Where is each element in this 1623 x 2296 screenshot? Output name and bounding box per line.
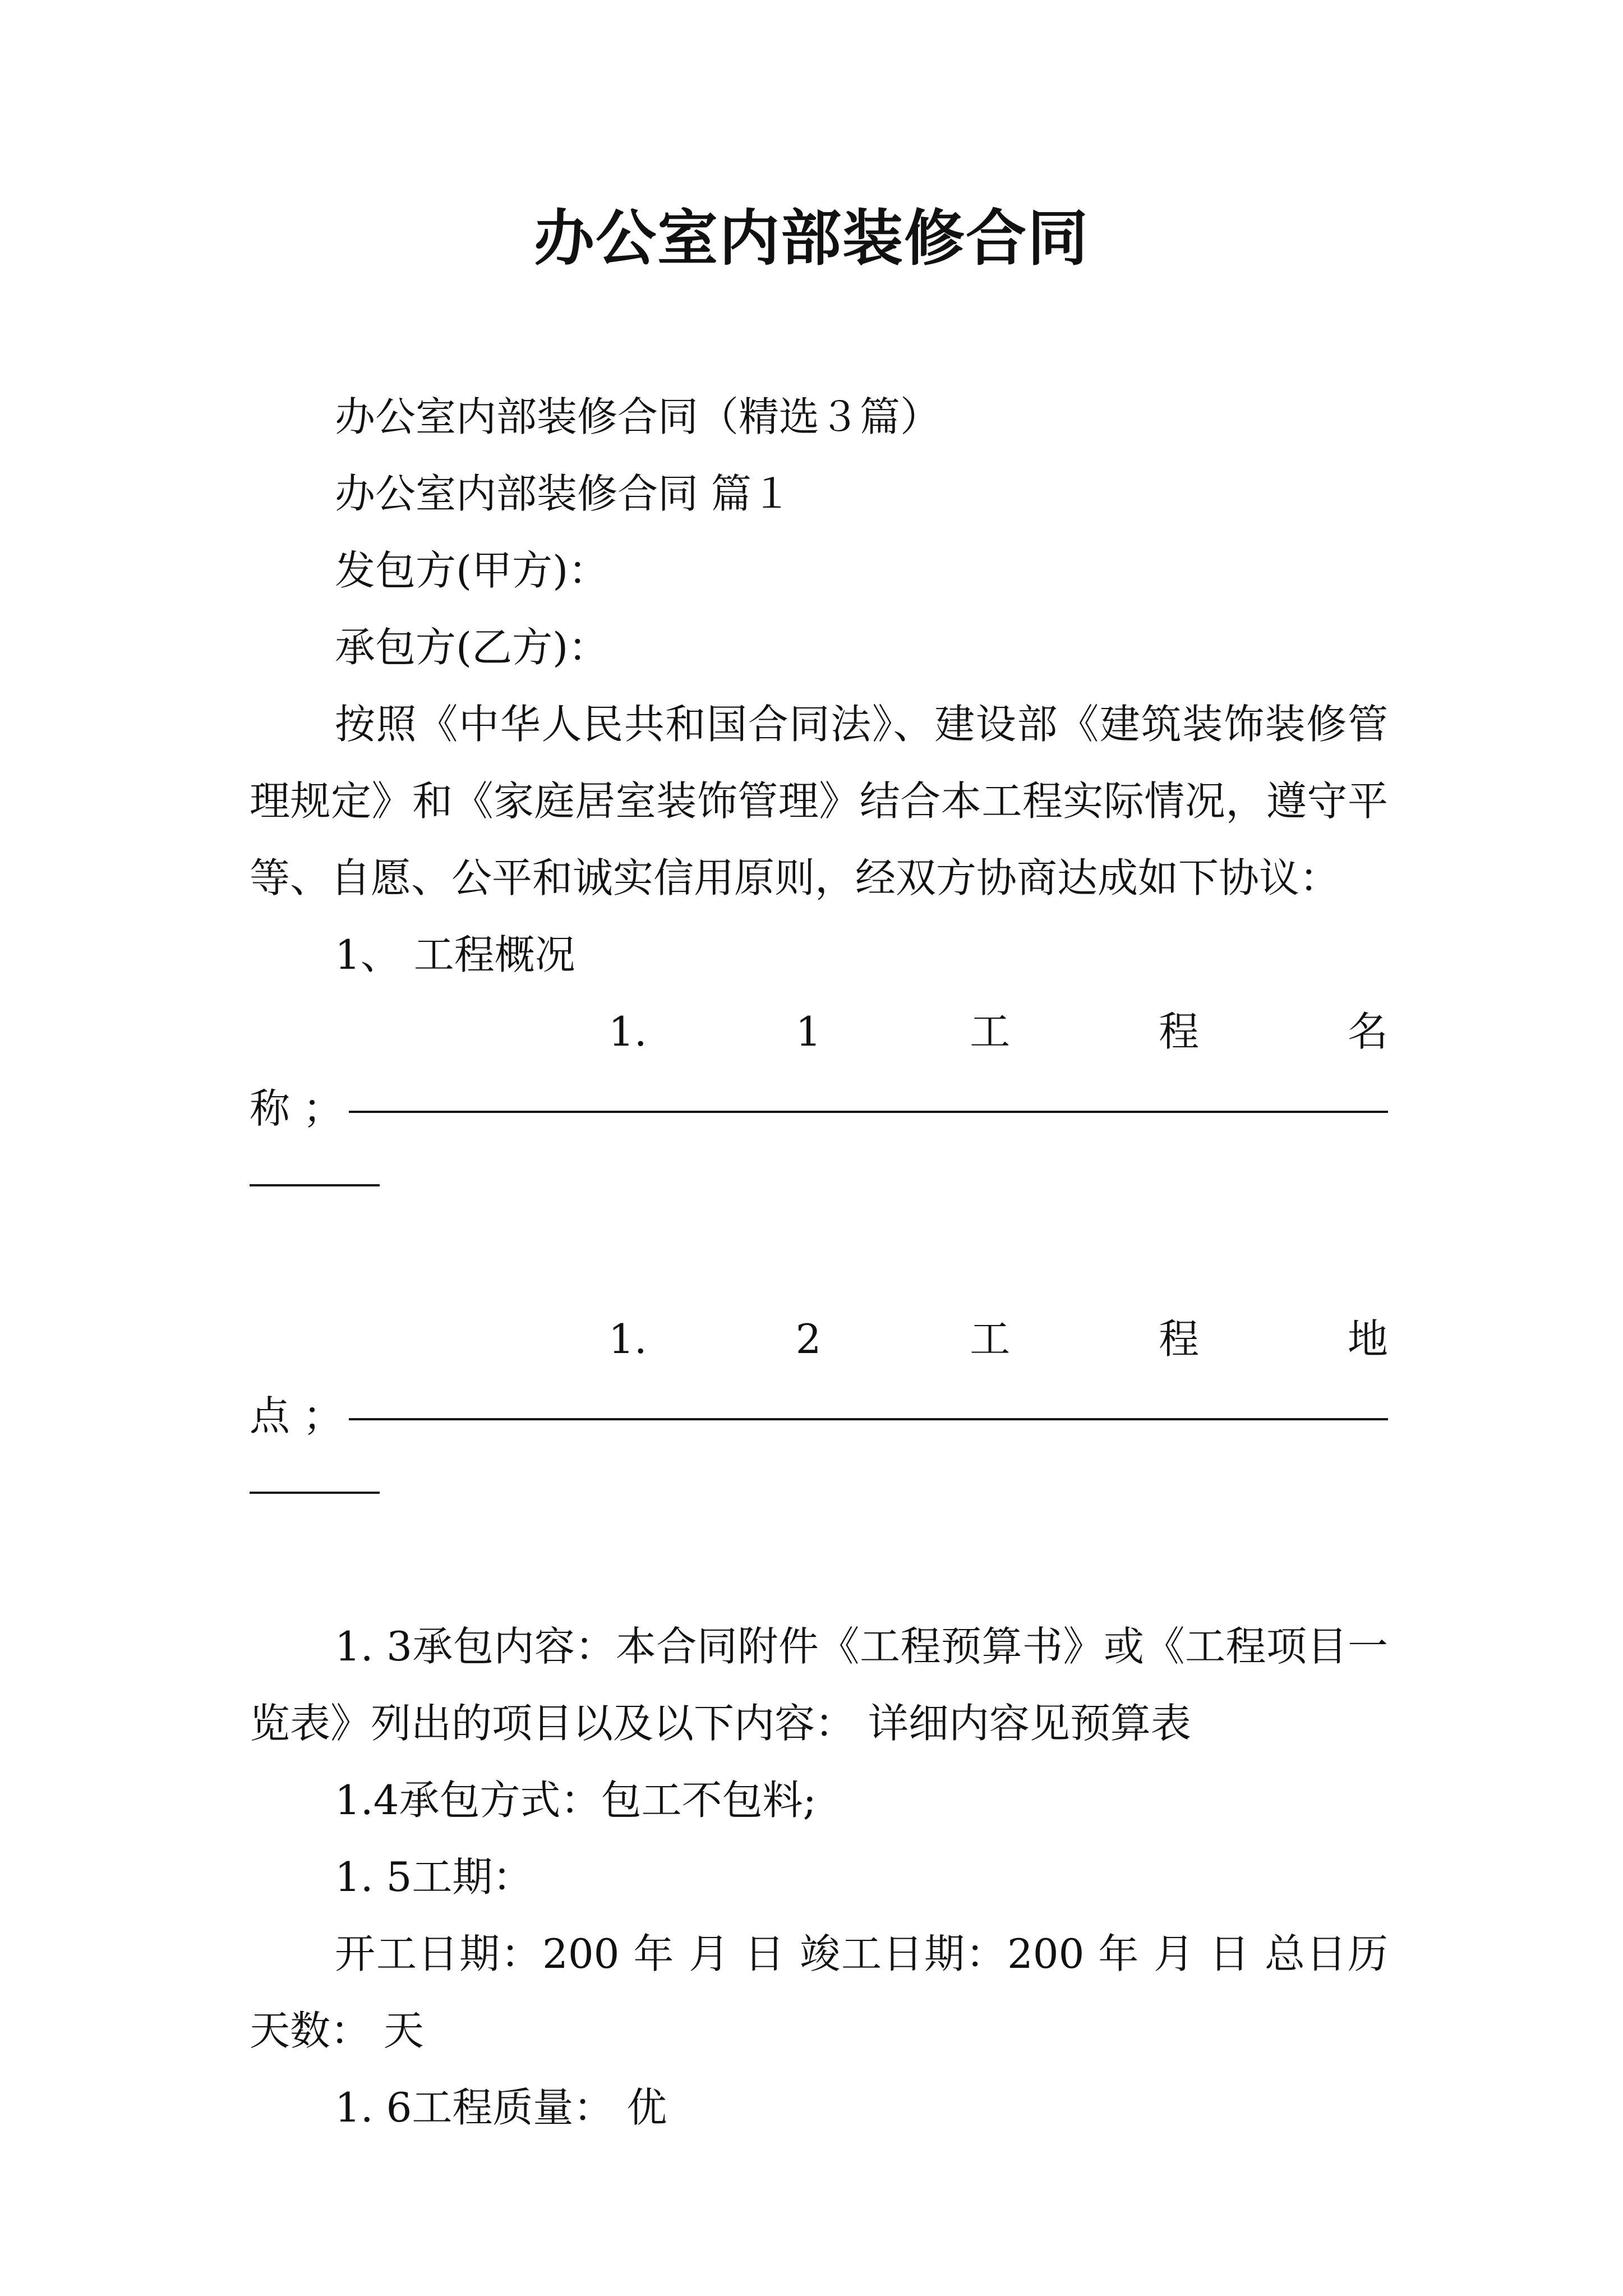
- item-1-4-line: 1.4承包方式：包工不包料;: [335, 1777, 817, 1824]
- item-1-1-part: 1: [795, 1008, 822, 1055]
- dates-paragraph: 开工日期：200 年 月 日 竣工日期：200 年 月 日 总日历天数： 天: [250, 1930, 1388, 2054]
- blank-underline: [349, 1418, 1388, 1420]
- item-1-2-fill-line: [250, 1378, 1388, 1455]
- party-a-line: 发包方(甲方)：: [335, 547, 609, 594]
- item-1-2-part: 1.: [608, 1315, 647, 1363]
- item-1-2-part: 程: [1159, 1315, 1200, 1363]
- item-1-heading: 1、 工程概况: [335, 931, 575, 978]
- item-1-3-paragraph: 1. 3承包内容：本合同附件《工程预算书》或《工程项目一览表》列出的项目以及以下内容： 详细内容见预算表: [250, 1623, 1388, 1747]
- item-1-1-part: 工: [970, 1008, 1011, 1055]
- subtitle: 办公室内部装修合同（精选３篇）: [335, 393, 941, 440]
- item-1-1-part: 1.: [608, 1008, 647, 1055]
- document-body: [250, 379, 1388, 2146]
- item-1-1-fill-continuation: [250, 1147, 1388, 1224]
- section-heading: 办公室内部装修合同 篇１: [335, 470, 792, 517]
- blank-underline: [250, 1492, 380, 1494]
- item-1-1-part: 程: [1159, 1008, 1200, 1055]
- item-1-2-part: 2: [795, 1315, 822, 1363]
- item-1-2-row: [250, 1301, 1388, 1378]
- item-1-6-line: 1. 6工程质量： 优: [335, 2084, 667, 2131]
- item-1-1-fill-line: [250, 1070, 1388, 1147]
- item-1-5-line: 1. 5工期：: [335, 1853, 533, 1901]
- item-1-2-part: 地: [1347, 1315, 1388, 1363]
- item-1-2-tail: 点 ；: [250, 1392, 343, 1439]
- item-1-1-part: 名: [1347, 1008, 1388, 1055]
- item-1-1-tail: 称 ；: [250, 1085, 343, 1132]
- party-b-line: 承包方(乙方)：: [335, 624, 609, 671]
- blank-underline: [250, 1184, 380, 1186]
- blank-underline: [349, 1111, 1388, 1113]
- item-1-2-fill-continuation: [250, 1455, 1388, 1531]
- intro-paragraph: 按照《中华人民共和国合同法》、建设部《建筑装饰装修管理规定》和《家庭居室装饰管理》结合本工程实际情况，遵守平等、自愿、公平和诚实信用原则，经双方协商达成如下协议：: [250, 701, 1388, 901]
- item-1-2-part: 工: [970, 1315, 1011, 1363]
- item-1-1-row: [250, 993, 1388, 1070]
- document-title: 办公室内部装修合同: [533, 203, 1089, 274]
